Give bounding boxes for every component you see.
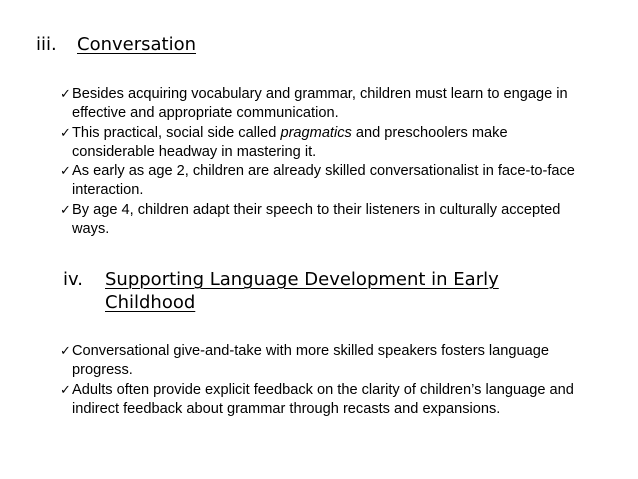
section-title: Supporting Language Development in Early <box>105 269 499 290</box>
checkmark-icon: ✓ <box>60 344 71 359</box>
checkmark-icon: ✓ <box>60 164 71 179</box>
bullet-text: interaction. <box>72 182 144 198</box>
section-number: iii. <box>36 34 57 55</box>
bullet-text: Conversational give-and-take with more skilled speakers fosters language <box>72 343 549 359</box>
bullet-text-part: and preschoolers make <box>351 125 508 141</box>
bullet-text: effective and appropriate communication. <box>72 105 339 121</box>
bullet-text: indirect feedback about grammar through recasts and expansions. <box>72 401 501 417</box>
section-heading-supporting-language <box>63 268 499 292</box>
bullet-item <box>60 162 600 200</box>
bullet-text <box>60 124 600 143</box>
bullet-text: ways. <box>72 221 110 237</box>
bullet-text: By age 4, children adapt their speech to their listeners in culturally accepted <box>72 202 561 218</box>
section-title-continued: Childhood <box>105 292 196 313</box>
section-title: Conversation <box>77 34 197 55</box>
bullet-emphasis: pragmatics <box>280 125 352 141</box>
bullet-text: Besides acquiring vocabulary and grammar, children must learn to engage in <box>72 86 568 102</box>
bullet-text-part: This practical, social side called <box>72 125 281 141</box>
bullet-text: Adults often provide explicit feedback on the clarity of children’s language and <box>72 382 574 398</box>
checkmark-icon: ✓ <box>60 87 71 102</box>
section-heading-conversation <box>36 33 196 57</box>
bullet-text: considerable headway in mastering it. <box>72 144 317 160</box>
bullet-item <box>60 124 600 162</box>
bullet-item <box>60 381 600 419</box>
checkmark-icon: ✓ <box>60 383 71 398</box>
section-number: iv. <box>63 269 83 290</box>
checkmark-icon: ✓ <box>60 126 71 141</box>
bullet-item <box>60 342 600 380</box>
bullet-text: progress. <box>72 362 133 378</box>
bullet-item <box>60 85 600 123</box>
bullet-item <box>60 201 600 239</box>
bullet-text: As early as age 2, children are already skilled conversationalist in face-to-face <box>72 163 575 179</box>
checkmark-icon: ✓ <box>60 203 71 218</box>
